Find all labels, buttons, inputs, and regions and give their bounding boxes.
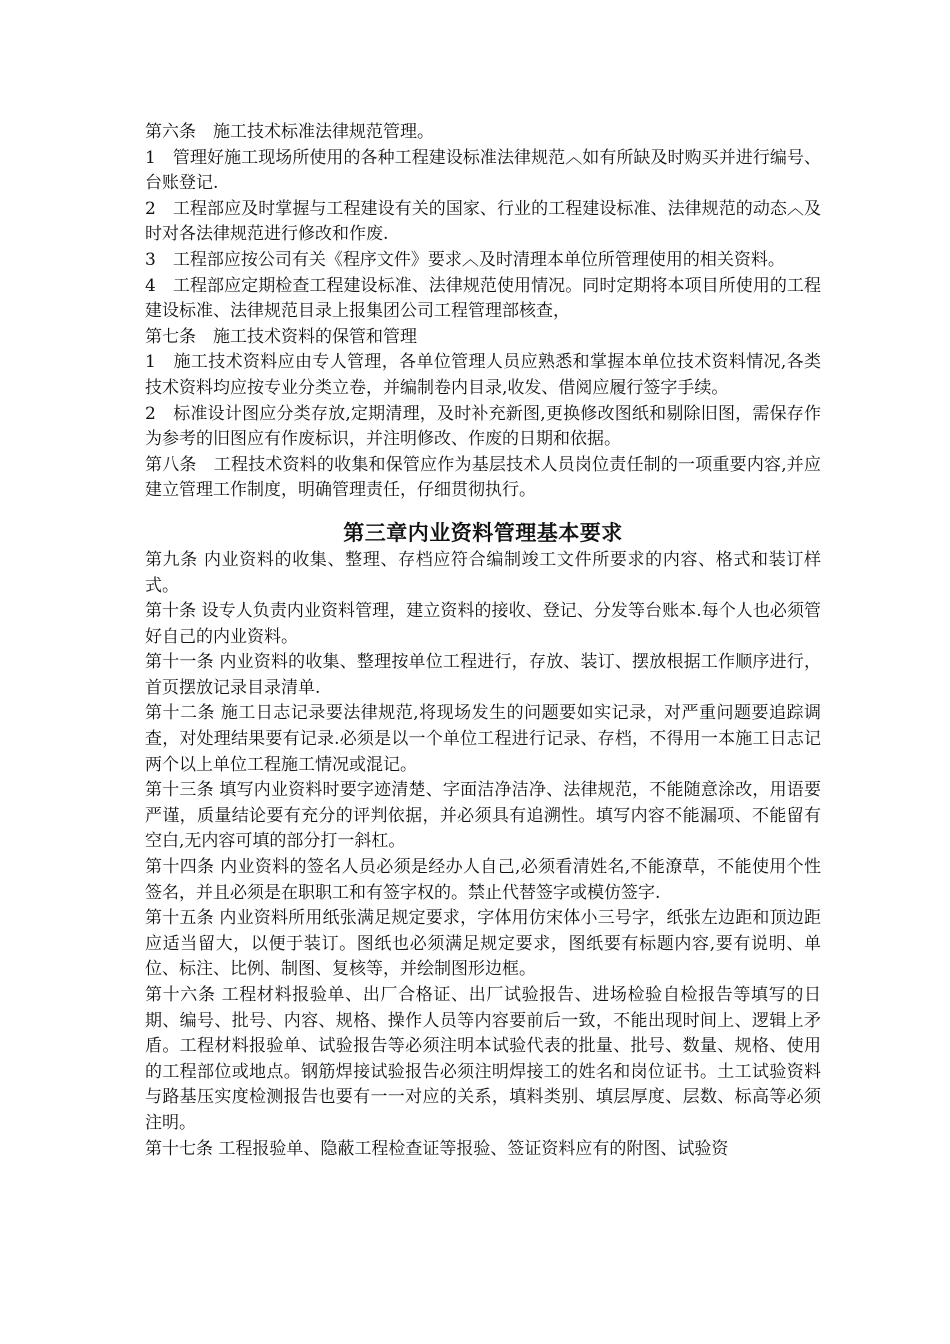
paragraph-6-4: 4 工程部应定期检查工程建设标准、法律规范使用情况。同时定期将本项目所使用的工程建设标准、法律规范目录上报集团公司工程管理部核查， [145, 275, 821, 322]
paragraph-article-8: 第八条 工程技术资料的收集和保管应作为基层技术人员岗位责任制的一项重要内容,并应建立管理工作制度，明确管理责任，仔细贯彻执行。 [145, 454, 821, 501]
paragraph-article-10: 第十条 设专人负责内业资料管理，建立资料的接收、登记、分发等台账本.每个人也必须管好自己的内业资料。 [145, 601, 821, 647]
section-b [145, 548, 821, 1162]
section-a [145, 120, 821, 504]
paragraph-article-16: 第十六条 工程材料报验单、出厂合格证、出厂试验报告、进场检验自检报告等填写的日期、编号、批号、内容、规格、操作人员等内容要前后一致，不能出现时间上、逻辑上矛盾。工程材料报验单、试验报告等必须注明本试验代表的批量、批号、数量、规格、使用的工程部位或地点。钢筋焊接试验报告必须注明焊接工的姓名和岗位证书。土工试验资料与路基压实度检测报告也要有一一对应的关系，填料类别、填层厚度、层数、标高等必须注明。 [145, 985, 821, 1133]
paragraph-6-1: 1 管理好施工现场所使用的各种工程建设标准法律规范︿如有所缺及时购买并进行编号、台账登记. [145, 147, 821, 194]
paragraph-article-9: 第九条 内业资料的收集、整理、存档应符合编制竣工文件所要求的内容、格式和装订样式。 [145, 549, 821, 596]
paragraph-article-7: 第七条 施工技术资料的保管和管理 [145, 326, 417, 347]
paragraph-7-2: 2 标准设计图应分类存放,定期清理，及时补充新图,更换修改图纸和剔除旧图，需保存作为参考的旧图应有作废标识，并注明修改、作废的日期和依据。 [145, 403, 821, 450]
paragraph-article-13: 第十三条 填写内业资料时要字迹清楚、字面洁净洁净、法律规范，不能随意涂改，用语要严谨，质量结论要有充分的评判依据，并必须具有追溯性。填写内容不能漏项、不能留有空白,无内容可填的部分打一斜杠。 [145, 780, 821, 852]
document-page [145, 120, 821, 1162]
paragraph-6-3: 3 工程部应按公司有关《程序文件》要求︿及时清理本单位所管理使用的相关资料。 [145, 249, 785, 270]
paragraph-article-14: 第十四条 内业资料的签名人员必须是经办人自己,必须看清姓名,不能潦草，不能使用个性签名，并且必须是在职职工和有签字权的。禁止代替签字或模仿签字. [145, 857, 821, 903]
paragraph-article-17: 第十七条 工程报验单、隐蔽工程检查证等报验、签证资料应有的附图、试验资 [145, 1138, 729, 1159]
paragraph-article-11: 第十一条 内业资料的收集、整理按单位工程进行，存放、装订、摆放根据工作顺序进行，首页摆放记录目录清单. [145, 652, 821, 698]
chapter-title: 第三章内业资料管理基本要求 [343, 520, 623, 545]
paragraph-6-2: 2 工程部应及时掌握与工程建设有关的国家、行业的工程建设标准、法律规范的动态︿及时对各法律规范进行修改和作废. [145, 198, 821, 245]
paragraph-article-6: 第六条 施工技术标准法律规范管理。 [145, 122, 434, 142]
paragraph-article-15: 第十五条 内业资料所用纸张满足规定要求，字体用仿宋体小三号字，纸张左边距和顶边距应适当留大，以便于装订。图纸也必须满足规定要求，图纸要有标题内容,要有说明、单位、标注、比例、制图、复核等，并绘制图形边框。 [145, 908, 821, 980]
paragraph-article-12: 第十二条 施工日志记录要法律规范,将现场发生的问题要如实记录，对严重问题要追踪调查，对处理结果要有记录.必须是以一个单位工程进行记录、存档，不得用一本施工日志记两个以上单位工程施工情况或混记。 [145, 703, 821, 775]
paragraph-7-1: 1 施工技术资料应由专人管理，各单位管理人员应熟悉和掌握本单位技术资料情况,各类技术资料均应按专业分类立卷，并编制卷内目录,收发、借阅应履行签字手续。 [145, 352, 821, 398]
